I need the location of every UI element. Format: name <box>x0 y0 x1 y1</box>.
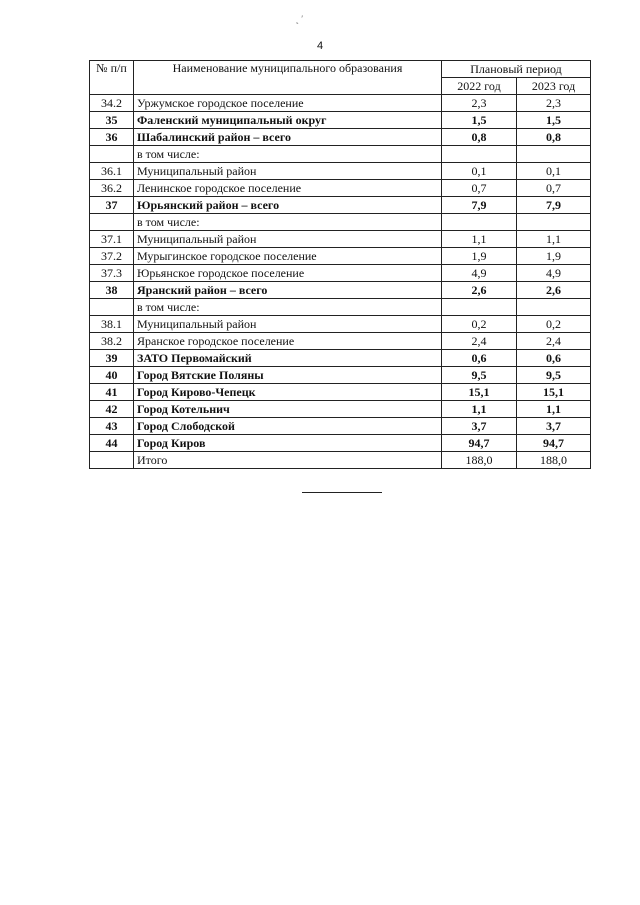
row-number: 40 <box>90 367 134 384</box>
row-value-2023: 15,1 <box>517 384 591 401</box>
row-name: Муниципальный район <box>134 163 442 180</box>
row-value-2022: 0,8 <box>442 129 517 146</box>
row-value-2022: 7,9 <box>442 197 517 214</box>
row-number: 38 <box>90 282 134 299</box>
row-value-2023: 9,5 <box>517 367 591 384</box>
table-row <box>90 112 591 129</box>
row-value-2022: 0,2 <box>442 316 517 333</box>
row-number: 38.2 <box>90 333 134 350</box>
row-name: Город Котельнич <box>134 401 442 418</box>
row-name: в том числе: <box>134 214 442 231</box>
table-row <box>90 248 591 265</box>
table-row <box>90 435 591 452</box>
row-name: в том числе: <box>134 299 442 316</box>
row-name: Мурыгинское городское поселение <box>134 248 442 265</box>
row-value-2023: 4,9 <box>517 265 591 282</box>
table-row <box>90 282 591 299</box>
row-value-2023: 7,9 <box>517 197 591 214</box>
row-number: 44 <box>90 435 134 452</box>
row-name: Муниципальный район <box>134 231 442 248</box>
row-name: Яранский район – всего <box>134 282 442 299</box>
row-value-2022: 9,5 <box>442 367 517 384</box>
row-number <box>90 214 134 231</box>
row-number: 36.1 <box>90 163 134 180</box>
row-name: Город Слободской <box>134 418 442 435</box>
row-name: Уржумское городское поселение <box>134 95 442 112</box>
row-number: 37 <box>90 197 134 214</box>
table-row <box>90 452 591 469</box>
table-row <box>90 214 591 231</box>
row-name: Юрьянское городское поселение <box>134 265 442 282</box>
row-number: 42 <box>90 401 134 418</box>
row-value-2023 <box>517 214 591 231</box>
row-value-2023: 0,2 <box>517 316 591 333</box>
row-value-2023: 0,7 <box>517 180 591 197</box>
table-row <box>90 265 591 282</box>
row-value-2022: 0,7 <box>442 180 517 197</box>
table-body <box>90 95 591 469</box>
row-value-2023: 0,6 <box>517 350 591 367</box>
row-value-2023: 1,5 <box>517 112 591 129</box>
row-value-2023: 1,9 <box>517 248 591 265</box>
table-row <box>90 316 591 333</box>
row-name: в том числе: <box>134 146 442 163</box>
header-num: № п/п <box>90 61 134 95</box>
row-value-2022 <box>442 299 517 316</box>
row-number <box>90 146 134 163</box>
table-row <box>90 333 591 350</box>
row-name: Фаленский муниципальный округ <box>134 112 442 129</box>
row-number <box>90 299 134 316</box>
table-row <box>90 384 591 401</box>
table-row <box>90 418 591 435</box>
row-value-2023: 188,0 <box>517 452 591 469</box>
row-name: Яранское городское поселение <box>134 333 442 350</box>
row-value-2023: 1,1 <box>517 231 591 248</box>
header-name: Наименование муниципального образования <box>134 61 442 95</box>
table-row <box>90 197 591 214</box>
row-name: Город Киров <box>134 435 442 452</box>
row-name: Город Кирово-Чепецк <box>134 384 442 401</box>
row-name: ЗАТО Первомайский <box>134 350 442 367</box>
row-name: Юрьянский район – всего <box>134 197 442 214</box>
table-row <box>90 180 591 197</box>
row-value-2023: 2,4 <box>517 333 591 350</box>
table-row <box>90 129 591 146</box>
row-value-2022: 0,6 <box>442 350 517 367</box>
table-row <box>90 367 591 384</box>
row-number: 36.2 <box>90 180 134 197</box>
row-name: Шабалинский район – всего <box>134 129 442 146</box>
row-value-2023 <box>517 299 591 316</box>
row-value-2023: 3,7 <box>517 418 591 435</box>
row-value-2022: 1,1 <box>442 401 517 418</box>
row-number: 38.1 <box>90 316 134 333</box>
row-number: 37.2 <box>90 248 134 265</box>
row-value-2023: 0,8 <box>517 129 591 146</box>
row-value-2022: 2,4 <box>442 333 517 350</box>
row-number: 36 <box>90 129 134 146</box>
table-row <box>90 146 591 163</box>
row-number: 37.3 <box>90 265 134 282</box>
header-year-2022: 2022 год <box>442 78 517 95</box>
end-divider <box>302 492 382 493</box>
allocation-table <box>89 60 591 469</box>
table-row <box>90 401 591 418</box>
row-value-2023 <box>517 146 591 163</box>
header-year-2023: 2023 год <box>517 78 591 95</box>
row-number <box>90 452 134 469</box>
row-value-2022: 0,1 <box>442 163 517 180</box>
row-value-2022: 1,9 <box>442 248 517 265</box>
row-value-2022 <box>442 214 517 231</box>
row-number: 34.2 <box>90 95 134 112</box>
row-number: 43 <box>90 418 134 435</box>
row-number: 37.1 <box>90 231 134 248</box>
scan-mark: ˛ ′ <box>296 14 304 24</box>
row-name: Город Вятские Поляны <box>134 367 442 384</box>
row-value-2022: 1,1 <box>442 231 517 248</box>
table-row <box>90 231 591 248</box>
row-number: 41 <box>90 384 134 401</box>
row-name: Итого <box>134 452 442 469</box>
row-value-2023: 2,3 <box>517 95 591 112</box>
row-value-2023: 0,1 <box>517 163 591 180</box>
row-value-2022: 2,3 <box>442 95 517 112</box>
row-number: 39 <box>90 350 134 367</box>
table-row <box>90 299 591 316</box>
row-name: Ленинское городское поселение <box>134 180 442 197</box>
page-number: 4 <box>316 40 324 52</box>
row-value-2022: 4,9 <box>442 265 517 282</box>
row-value-2022: 2,6 <box>442 282 517 299</box>
row-value-2023: 1,1 <box>517 401 591 418</box>
table-row <box>90 350 591 367</box>
row-value-2023: 2,6 <box>517 282 591 299</box>
header-period: Плановый период <box>442 61 591 78</box>
table-row <box>90 95 591 112</box>
row-name: Муниципальный район <box>134 316 442 333</box>
row-value-2022: 94,7 <box>442 435 517 452</box>
row-value-2022: 15,1 <box>442 384 517 401</box>
row-value-2022: 188,0 <box>442 452 517 469</box>
table-row <box>90 163 591 180</box>
row-value-2022: 3,7 <box>442 418 517 435</box>
row-value-2022: 1,5 <box>442 112 517 129</box>
row-number: 35 <box>90 112 134 129</box>
row-value-2022 <box>442 146 517 163</box>
row-value-2023: 94,7 <box>517 435 591 452</box>
